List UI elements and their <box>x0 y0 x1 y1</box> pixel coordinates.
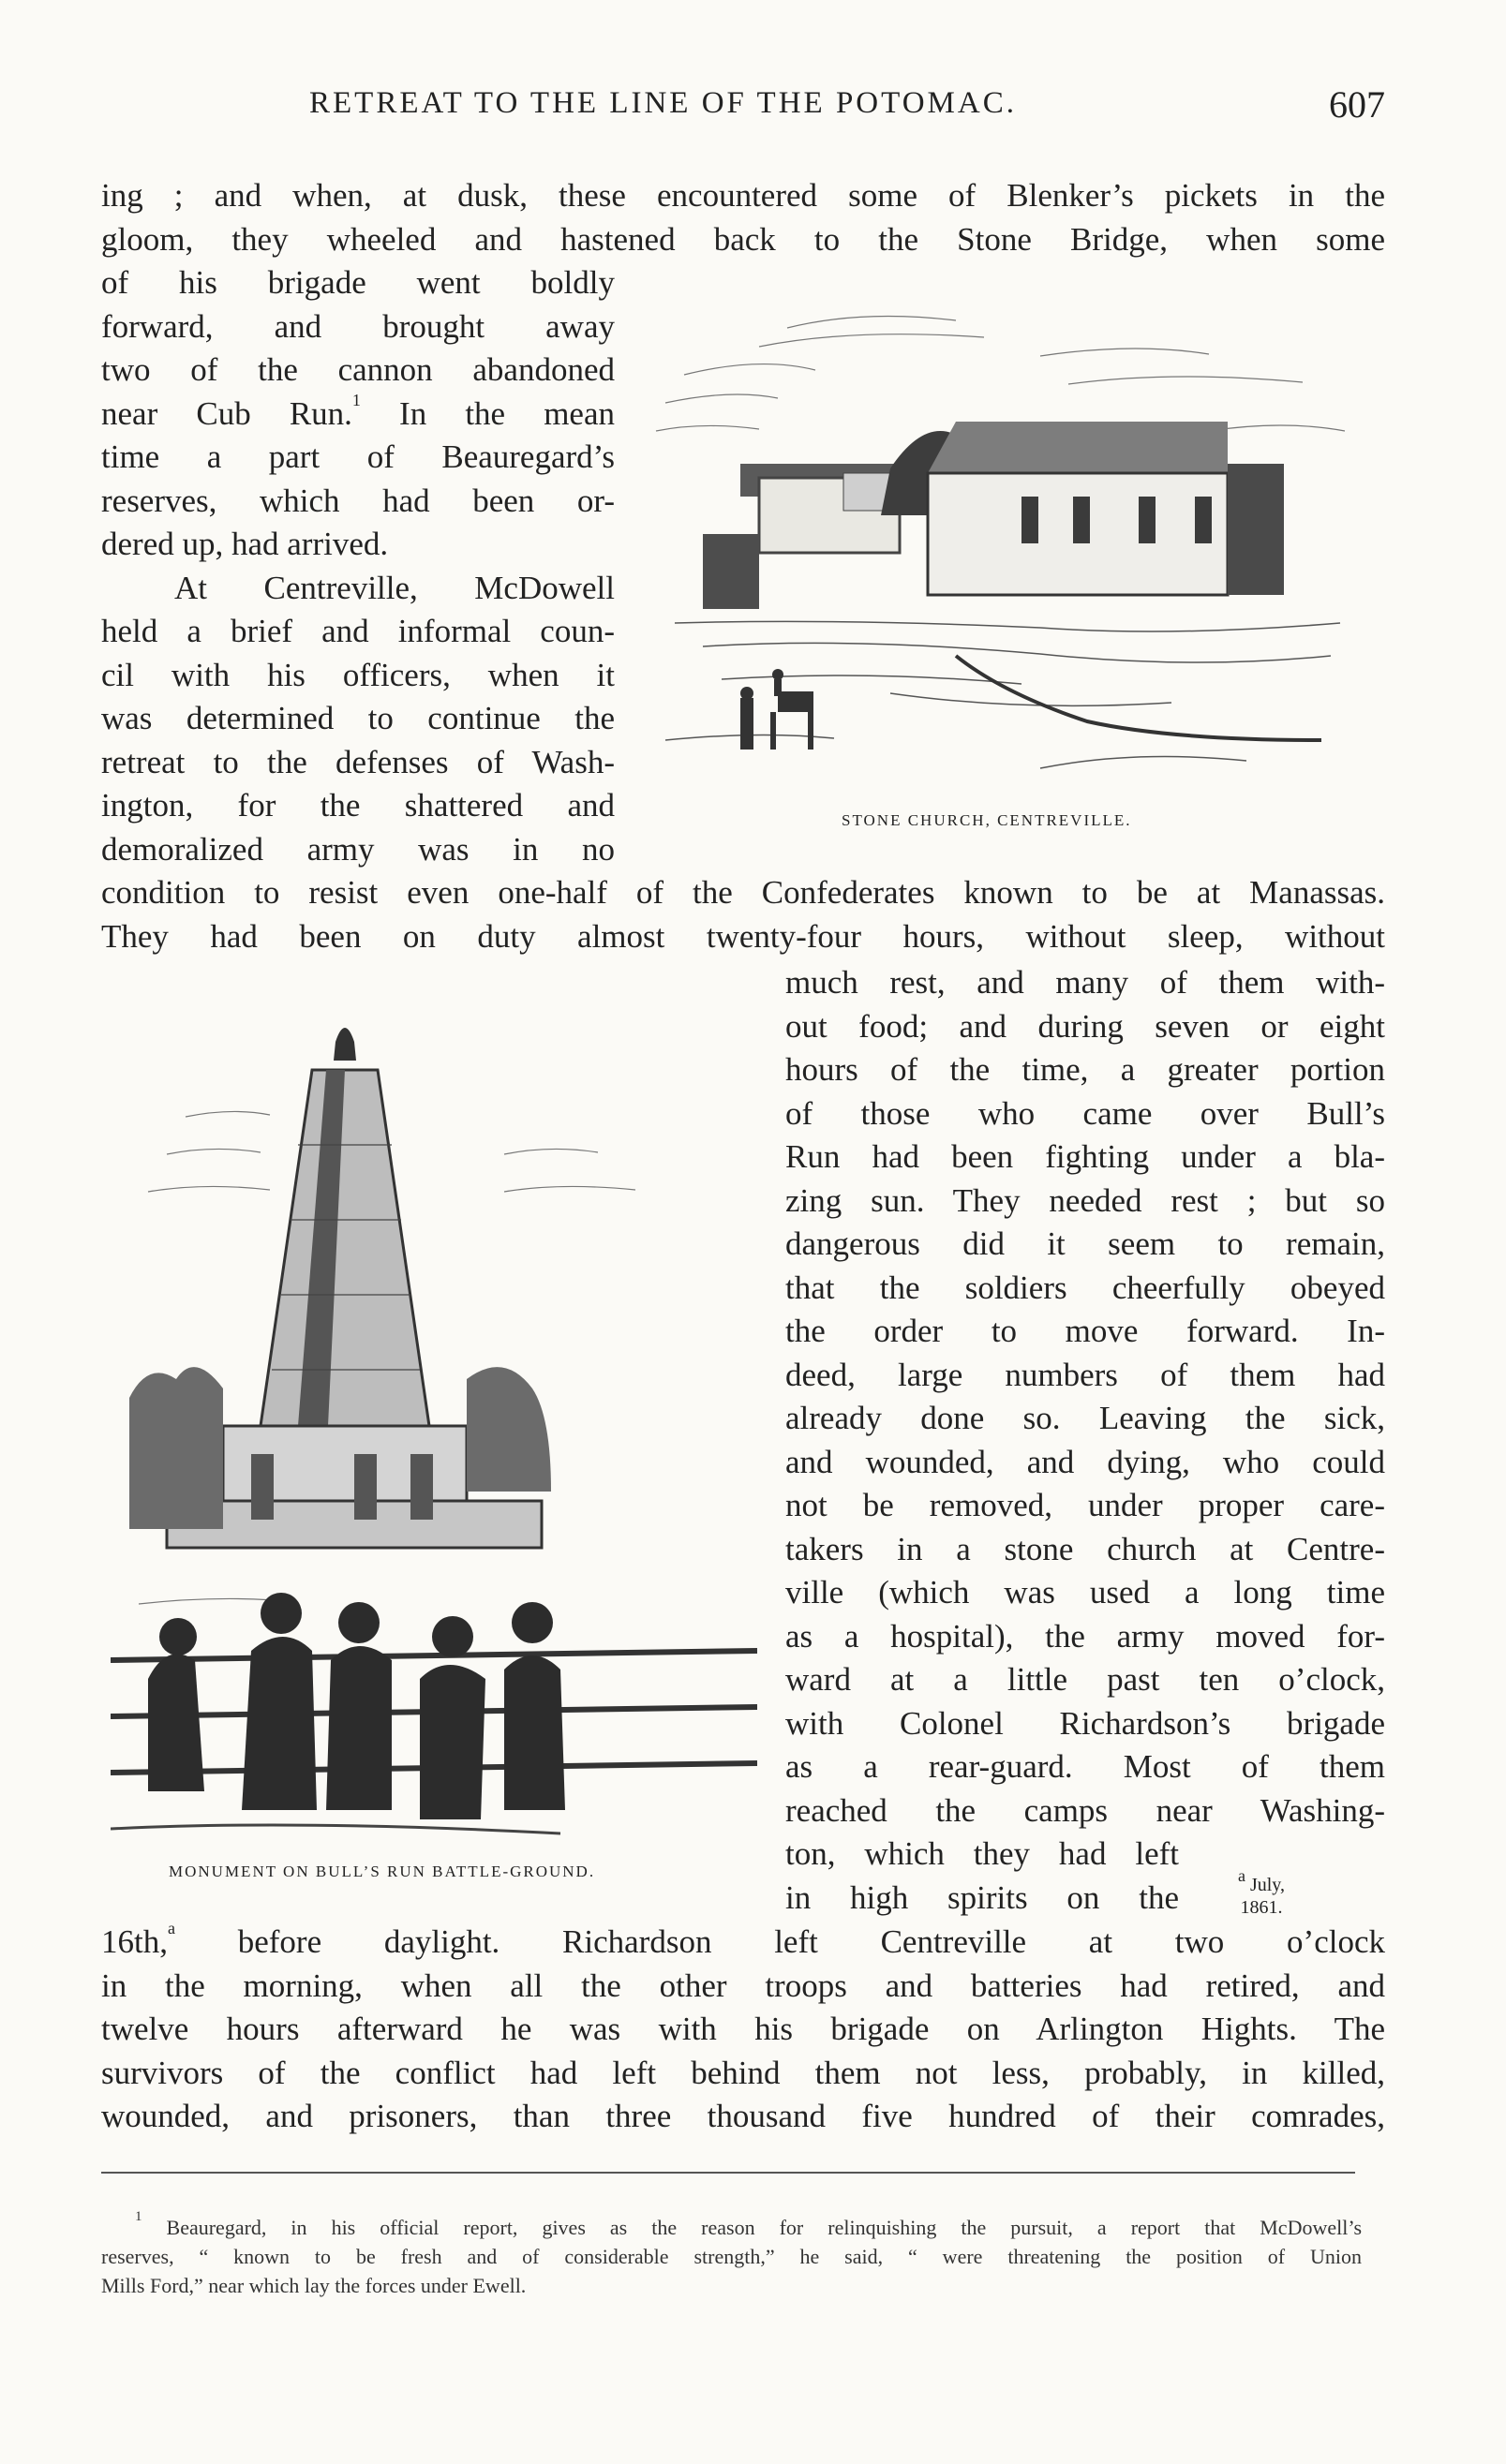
footnote-marker: 1 <box>135 2209 142 2224</box>
text-line: of those who came over Bull’s <box>785 1094 1385 1132</box>
text-line: cil with his officers, when it <box>101 656 615 693</box>
text-line <box>101 1921 1385 1965</box>
text-line: ward at a little past ten o’clock, <box>785 1661 1385 1698</box>
monument-caption: MONUMENT ON BULL’S RUN BATTLE-GROUND. <box>169 1863 596 1880</box>
text-line: gloom, they wheeled and hastened back to the Stone Bridge, when some <box>101 220 1385 258</box>
margin-date-month: $^a$ July, <box>1237 1866 1286 1895</box>
text-line: was determined to continue the <box>101 700 615 736</box>
text-line: two of the cannon abandoned <box>101 351 615 388</box>
text-line: takers in a stone church at Centre- <box>785 1530 1385 1567</box>
stone-church-illustration <box>647 300 1359 787</box>
text-line: dered up, had arrived. <box>101 526 389 562</box>
text-line: dangerous did it seem to remain, <box>785 1225 1385 1262</box>
text-line: of his brigade went boldly <box>101 264 615 301</box>
footnote-line: $^1$ Beauregard, in his official report, gives as the reason for relinquishing the pursuit, a report that McDowell’s <box>135 2209 1363 2239</box>
date-marker: a <box>1237 1866 1245 1885</box>
text-line: much rest, and many of them with- <box>785 964 1385 1001</box>
monument-illustration <box>111 1004 757 1848</box>
text-line: ville (which was used a long time <box>785 1574 1385 1611</box>
text-line: forward, and brought away <box>101 307 615 345</box>
paragraph-right-column <box>785 961 1385 1920</box>
text-line: deed, large numbers of them had <box>785 1356 1385 1393</box>
text-line: zing sun. They needed rest ; but so <box>785 1181 1385 1219</box>
text-line: that the soldiers cheerfully obeyed <box>785 1269 1385 1306</box>
running-title: RETREAT TO THE LINE OF THE POTOMAC. <box>309 86 1017 120</box>
text-line: wounded, and prisoners, than three thousand five hundred of their comrades, <box>101 2098 1385 2134</box>
text-line: ing ; and when, at dusk, these encountered some of Blenker’s pickets in the <box>101 177 1385 214</box>
footnote-divider <box>101 2172 1355 2174</box>
footnote-line: reserves, “ known to be fresh and of considerable strength,” he said, “ were threatening the position of Union <box>101 2245 1362 2268</box>
text-line: with Colonel Richardson’s brigade <box>785 1704 1385 1742</box>
church-caption: STONE CHURCH, CENTREVILLE. <box>842 811 1132 829</box>
text-line: out food; and during seven or eight <box>785 1007 1385 1045</box>
text-line: and wounded, and dying, who could <box>785 1443 1385 1480</box>
text-line: They had been on duty almost twenty-four hours, without sleep, without <box>101 917 1385 955</box>
text-line: in high spirits on the <box>785 1878 1179 1916</box>
text-line: Run had been fighting under a bla- <box>785 1138 1385 1175</box>
footnote-reference: 1 <box>351 390 361 409</box>
paragraph-full-width <box>101 871 1385 958</box>
text-line: time a part of Beauregard’s <box>101 438 615 475</box>
footnote-line: Mills Ford,” near which lay the forces under Ewell. <box>101 2274 527 2297</box>
text-line <box>101 390 615 437</box>
text-line: as a rear-guard. Most of them <box>785 1748 1385 1785</box>
footnote <box>101 2209 1363 2300</box>
date-reference: a <box>167 1919 175 1937</box>
text-line: not be removed, under proper care- <box>785 1487 1385 1523</box>
text-fragment: 16th, <box>101 1923 168 1960</box>
text-fragment: near Cub Run. <box>101 394 352 432</box>
text-fragment: In the mean <box>360 394 615 432</box>
text-line: condition to resist even one-half of the Confederates known to be at Manassas. <box>101 874 1385 911</box>
text-line: hours of the time, a greater portion <box>785 1051 1385 1088</box>
text-line: survivors of the conflict had left behind them not less, probably, in killed, <box>101 2054 1385 2091</box>
text-fragment: before daylight. Richardson left Centreville at two o’clock <box>174 1923 1385 1960</box>
text-line: retreat to the defenses of Wash- <box>101 743 615 780</box>
paragraph-closing <box>101 1921 1385 2139</box>
text-line: ington, for the shattered and <box>101 787 615 824</box>
text-line: already done so. Leaving the sick, <box>785 1400 1385 1436</box>
margin-date-note <box>1233 1866 1290 1919</box>
text-line: reached the camps near Washing- <box>785 1791 1385 1829</box>
text-line: demoralized army was in no <box>101 830 615 868</box>
paragraph-opening <box>101 174 1385 261</box>
text-line: as a hospital), the army moved for- <box>785 1617 1385 1655</box>
text-line: the order to move forward. In- <box>785 1313 1385 1349</box>
margin-date-year: 1861. <box>1240 1897 1283 1918</box>
running-header <box>309 83 1385 133</box>
text-line: in the morning, when all the other troops and batteries had retired, and <box>101 1967 1385 2004</box>
text-line: ton, which they had left <box>785 1835 1179 1872</box>
text-line: twelve hours afterward he was with his brigade on Arlington Hights. The <box>101 2011 1385 2047</box>
text-line: held a brief and informal coun- <box>101 613 615 649</box>
text-line: At Centreville, McDowell <box>174 569 615 606</box>
text-line: reserves, which had been or- <box>101 482 615 519</box>
page-number: 607 <box>1329 83 1385 126</box>
